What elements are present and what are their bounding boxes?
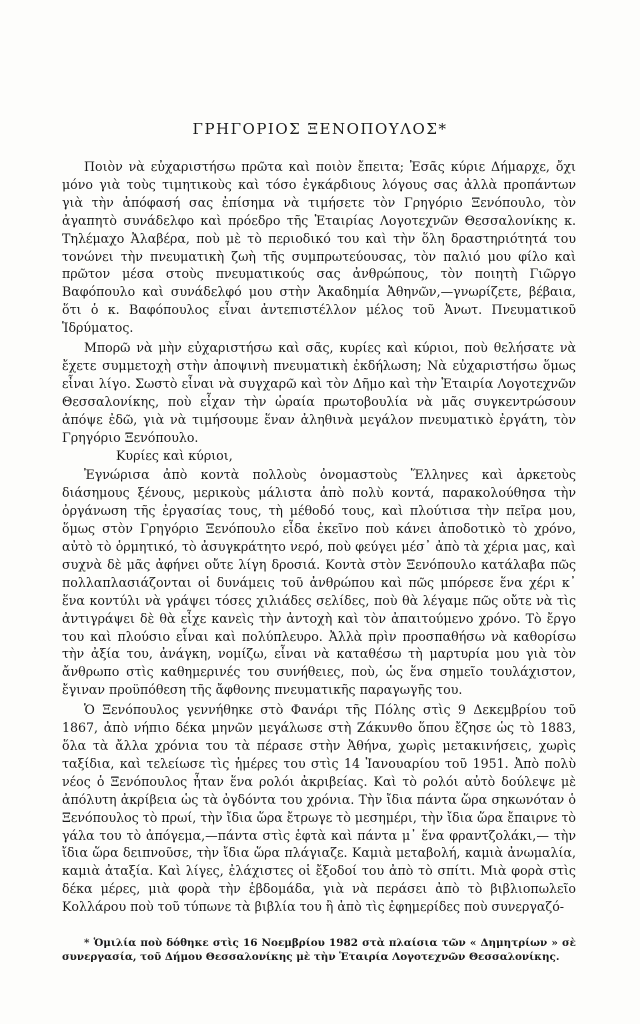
paragraph-acquaintance: Ἐγνώρισα ἀπὸ κοντὰ πολλοὺς ὀνομαστοὺς Ἕλληνες καὶ ἀρκετοὺς διάσημους ξένους, μερικοὺς μάλιστα ἀπὸ πολὺ κοντά, παρακολούθησα τὴν ὀργάνωση τῆς ἐργασίας τους, τὴ μέθοδό τους, καὶ πλούτισα τὴν πεῖρα μου, ὅμως στὸν Γρηγόριο Ξενόπουλο εἶδα ἐκεῖνο ποὺ κάνει ἀποδοτικὸ τὸ χρόνο, αὐτὸ τὸ ὁρμητικό, τὸ ἀσυγκράτητο νερό, ποὺ φεύγει μέσ᾽ ἀπὸ τὰ χέρια μας, καὶ συχνὰ δὲ μᾶς ἀφήνει οὔτε λίγη δροσιά. Κοντὰ στὸν Ξενόπουλο κατάλαβα πῶς πολλαπλασιάζονται οἱ δυνάμεις τοῦ ἀνθρώπου καὶ πῶς μπόρεσε ἕνα χέρι κ᾽ ἕνα κοντύλι νὰ γράψει τόσες χιλιάδες σελίδες, ποὺ θὰ λέγαμε πῶς οὔτε νὰ τὶς ἀντιγράψει δὲ θὰ εἶχε κανεὶς τὴν ἀντοχὴ καὶ τὸν ἀπαιτούμενο χρόνο. Τὸ ἔργο του καὶ πλούσιο εἶναι καὶ πολύπλευρο. Ἀλλὰ πρὶν προσπαθήσω νὰ καθορίσω τὴν ἀξία του, ἀνάγκη, νομίζω, εἶναι νὰ καταθέσω τὴ μαρτυρία μου γιὰ τὸν ἄνθρωπο στὶς καθημερινές του συνήθειες, ποὺ, ὡς ἕνα σημεῖο τουλάχιστον, ἔγιναν προϋπόθεση τῆς ἄφθονης πνευματικῆς παραγωγῆς του. xyxy=(62,467,576,698)
footnote: * Ὁμιλία ποὺ δόθηκε στὶς 16 Νοεμβρίου 1982 στὰ πλαίσια τῶν « Δημητρίων » σὲ συνεργασία, τοῦ Δήμου Θεσσαλονίκης μὲ τὴν Ἑταιρία Λογοτεχνῶν Θεσσαλονίκης. xyxy=(62,937,576,963)
salutation: Κυρίες καὶ κύριοι, xyxy=(116,447,233,463)
paragraph-audience: Μπορῶ νὰ μὴν εὐχαριστήσω καὶ σᾶς, κυρίες καὶ κύριοι, ποὺ θελήσατε νὰ ἔχετε συμμετοχὴ στὴν ἀποψινὴ πνευματικὴ ἐκδήλωση; Νὰ εὐχαριστήσω ὅμως εἶναι λίγο. Σωστὸ εἶναι νὰ συγχαρῶ καὶ τὸν Δῆμο καὶ τὴν Ἑταιρία Λογοτεχνῶν Θεσσαλονίκης, ποὺ εἶχαν τὴν ὡραία πρωτοβουλία νὰ μᾶς συγκεντρώσουν ἀπόψε ἐδῶ, γιὰ νὰ τιμήσουμε ἕναν ἀληθινὰ μεγάλον πνευματικὸ ἐργάτη, τὸν Γρηγόριο Ξενόπουλο. xyxy=(62,340,576,445)
footnote-divider xyxy=(62,920,576,921)
paragraph-thanks: Ποιὸν νὰ εὐχαριστήσω πρῶτα καὶ ποιὸν ἔπειτα; Ἐσᾶς κύριε Δήμαρχε, ὄχι μόνο γιὰ τοὺς τιμητικοὺς καὶ τόσο ἐγκάρδιους λόγους σας ἀλλὰ προπάντων γιὰ τὴν ἀπόφασή σας ἐπίσημα νὰ τιμήσετε τὸν Γρηγόριο Ξενόπουλο, τὸν ἀγαπητὸ συνάδελφο καὶ πρόεδρο τῆς Ἑταιρίας Λογοτεχνῶν Θεσσαλονίκης κ. Τηλέμαχο Ἀλαβέρα, ποὺ μὲ τὸ περιοδικό του καὶ τὴν ὅλη δραστηριότητά του τονώνει τὴν πνευματικὴ ζωὴ τῆς συμπρωτεύουσας, τὸν παλιό μου φίλο καὶ πρῶτον μέσα στοὺς πνευματικούς σας ἀνθρώπους, τὸν ποιητὴ Γιῶργο Βαφόπουλο καὶ συνάδελφό μου στὴν Ἀκαδημία Ἀθηνῶν,—γνωρίζετε, βέβαια, ὅτι ὁ κ. Βαφόπουλος εἶναι ἀντεπιστέλλον μέλος τοῦ Ἀνωτ. Πνευματικοῦ Ἱδρύματος. xyxy=(62,159,576,336)
article-body xyxy=(62,158,576,916)
paragraph-biography: Ὁ Ξενόπουλος γεννήθηκε στὸ Φανάρι τῆς Πόλης στὶς 9 Δεκεμβρίου τοῦ 1867, ἀπὸ νήπιο δέκα μηνῶν μεγάλωσε στὴ Ζάκυνθο ὅπου ἔζησε ὡς τὸ 1883, ὅλα τὰ ἄλλα χρόνια του τὰ πέρασε στὴν Ἀθήνα, χωρὶς μετακινήσεις, χωρὶς ταξίδια, καὶ τελείωσε τὶς ἡμέρες του στὶς 14 Ἰανουαρίου τοῦ 1951. Ἀπὸ πολὺ νέος ὁ Ξενόπουλος ἦταν ἕνα ρολόι ἀκριβείας. Καὶ τὸ ρολόι αὐτὸ δούλεψε μὲ ἀπόλυτη ἀκρίβεια ὡς τὰ ὀγδόντα του χρόνια. Τὴν ἴδια πάντα ὥρα σηκωνόταν ὁ Ξενόπουλος τὸ πρωί, τὴν ἴδια ὥρα ἔτρωγε τὸ μεσημέρι, τὴν ἴδια ὥρα ἔπαιρνε τὸ γάλα του τὸ ἀπόγεμα,—πάντα στὶς ἑφτὰ καὶ πάντα μ᾽ ἕνα φραντζολάκι,— τὴν ἴδια ὥρα δειπνοῦσε, τὴν ἴδια ὥρα πλάγιαζε. Καμιὰ μεταβολή, καμιὰ ἀνωμαλία, καμιὰ ἀταξία. Καὶ λίγες, ἐλάχιστες οἱ ἔξοδοί του ἀπὸ τὸ σπίτι. Μιὰ φορὰ στὶς δέκα μέρες, μιὰ φορὰ τὴν ἑβδομάδα, γιὰ νὰ περάσει ἀπὸ τὸ βιβλιοπωλεῖο Κολλάρου ποὺ τοῦ τύπωνε τὰ βιβλία του ἢ ἀπὸ τὶς ἐφημερίδες ποὺ συνεργαζό- xyxy=(62,702,576,915)
article-title: ΓΡΗΓΟΡΙΟΣ ΞΕΝΟΠΟΥΛΟΣ* xyxy=(192,120,448,138)
